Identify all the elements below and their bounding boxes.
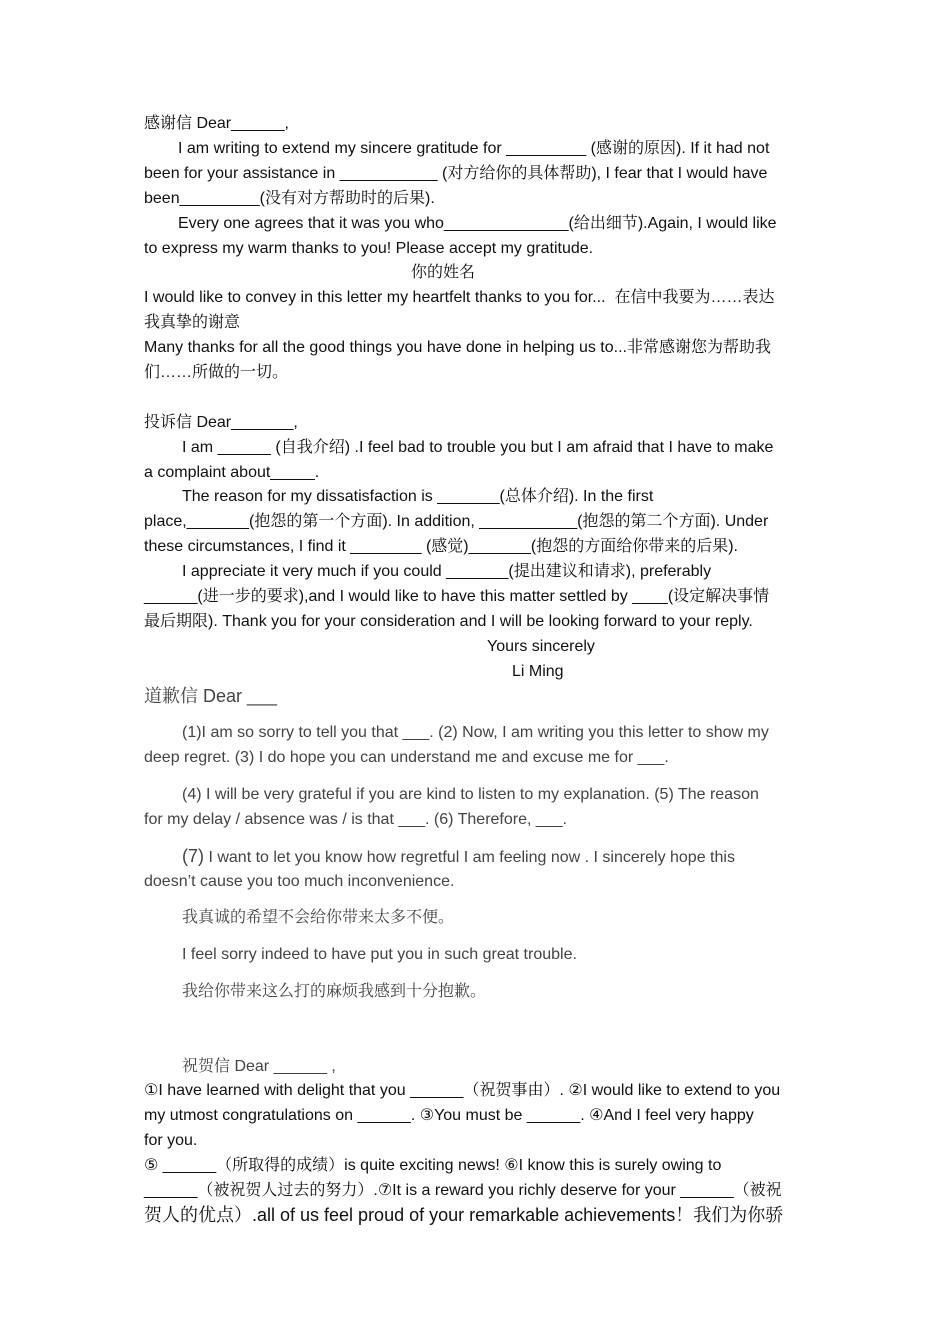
thanks-line: Every one agrees that it was you who______________(给出细节).Again, I would like [178,215,777,232]
thanks-phrase: I would like to convey in this letter my heartfelt thanks to you for... 在信中我要为……表达 [144,289,775,306]
apology-line: (1)I am so sorry to tell you that ___. (2) Now, I am writing you this letter to show my [182,724,769,741]
congrats-line: ______（被祝贺人过去的努力）.⑦It is a reward you richly deserve for your ______（被祝 [144,1182,782,1199]
complaint-line: I am ______ (自我介绍) .I feel bad to trouble you but I am afraid that I have to make [182,439,774,456]
thanks-phrase: Many thanks for all the good things you have done in helping us to...非常感谢您为帮助我 [144,339,771,356]
complaint-line: these circumstances, I find it ________ (感觉)_______(抱怨的方面给你带来的后果). [144,538,738,555]
congrats-line: ①I have learned with delight that you ______（祝贺事由）. ②I would like to extend to you [144,1082,781,1099]
complaint-line: I appreciate it very much if you could _______(提出建议和请求), preferably [182,563,712,580]
congrats-line: ⑤ ______（所取得的成绩）is quite exciting news! ⑥I know this is surely owing to [144,1157,722,1174]
apology-number-7: (7) [182,846,204,866]
apology-line: deep regret. (3) I do hope you can understand me and excuse me for ___. [144,749,669,766]
complaint-line: 最后期限). Thank you for your consideration and I will be looking forward to your reply. [144,613,753,630]
complaint-line: place,_______(抱怨的第一个方面). In addition, ___________(抱怨的第二个方面). Under [144,513,769,530]
apology-line-7-text: I want to let you know how regretful I am feeling now . I sincerely hope this [208,849,735,866]
apology-line: (4) I will be very grateful if you are kind to listen to my explanation. (5) The reason [182,786,759,803]
thanks-signature: 你的姓名 [411,264,476,281]
apology-line: I feel sorry indeed to have put you in such great trouble. [182,946,577,963]
congrats-line: for you. [144,1132,198,1149]
complaint-line: The reason for my dissatisfaction is _______(总体介绍). In the first [182,488,654,505]
congrats-line: my utmost congratulations on ______. ③You must be ______. ④And I feel very happy [144,1107,754,1124]
apology-line: 我给你带来这么打的麻烦我感到十分抱歉。 [182,983,487,1000]
thanks-heading: 感谢信 Dear______, [144,115,289,132]
complaint-line: a complaint about_____. [144,464,320,481]
complaint-closing: Yours sincerely [487,638,595,655]
apology-heading: 道歉信 Dear ___ [144,686,278,706]
apology-line: doesn’t cause you too much inconvenience. [144,873,455,890]
thanks-line: been for your assistance in ___________ (对方给你的具体帮助), I fear that I would have [144,165,768,182]
thanks-line: I am writing to extend my sincere gratitude for _________ (感谢的原因). If it had not [178,140,770,157]
apology-line: 我真诚的希望不会给你带来太多不便。 [182,909,455,926]
thanks-line: been_________(没有对方帮助时的后果). [144,190,435,207]
congrats-line: 贺人的优点）.all of us feel proud of your remarkable achievements！我们为你骄 [144,1205,784,1225]
complaint-name: Li Ming [512,663,564,680]
apology-line-7 [182,846,735,868]
thanks-phrase: 们……所做的一切。 [144,364,289,381]
apology-line: for my delay / absence was / is that ___. (6) Therefore, ___. [144,811,568,828]
congrats-heading: 祝贺信 Dear ______ , [182,1058,336,1075]
thanks-phrase: 我真挚的谢意 [144,314,241,331]
complaint-heading: 投诉信 Dear_______, [144,414,298,431]
thanks-line: to express my warm thanks to you! Please accept my gratitude. [144,240,594,257]
complaint-line: ______(进一步的要求),and I would like to have this matter settled by ____(设定解决事情 [144,588,770,605]
